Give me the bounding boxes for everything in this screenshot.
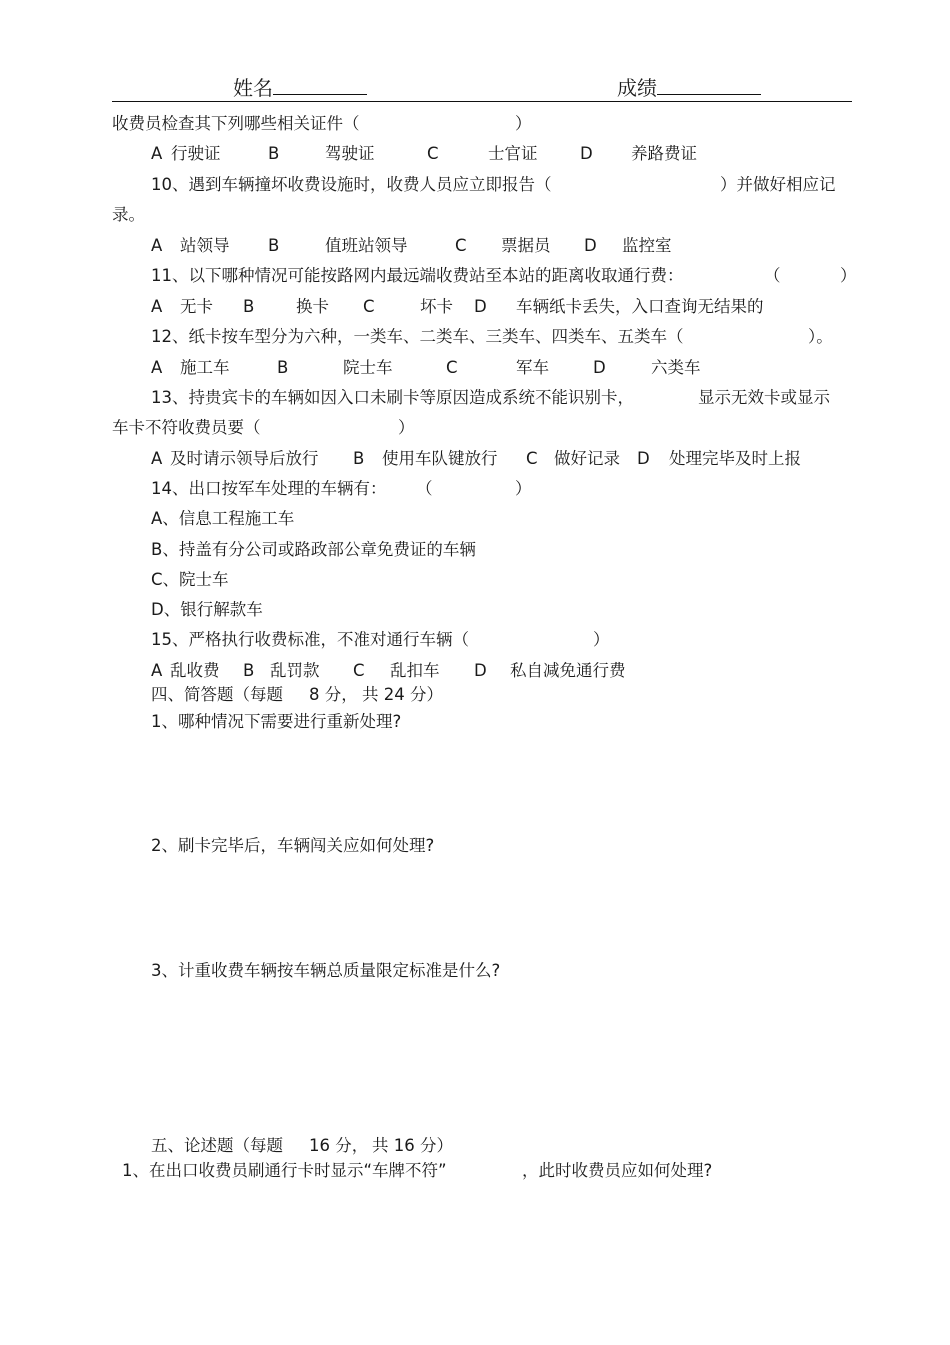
section4-q3: 3、计重收费车辆按车辆总质量限定标准是什么? [151, 961, 501, 980]
q13-opt-d-letter: D [637, 449, 650, 468]
q12-opt-d-letter: D [593, 358, 606, 377]
q9-opt-c-letter: C [427, 144, 439, 163]
section5-title: 五、论述题（每题 [151, 1136, 283, 1155]
q14-opt-b: B、持盖有分公司或路政部公章免费证的车辆 [151, 540, 476, 559]
q9-close: ） [515, 114, 532, 133]
q14-opt-d: D、银行解款车 [151, 600, 263, 619]
q10-close: ）并做好相应记 [720, 175, 836, 194]
name-label: 姓名 [233, 76, 273, 100]
q10-opt-a-letter: A [151, 236, 163, 255]
score-blank [657, 74, 761, 95]
q10-opt-c-letter: C [455, 236, 467, 255]
q12-opt-b: 院士车 [343, 358, 393, 377]
q12-opt-d: 六类车 [651, 358, 701, 377]
q11-opt-c-letter: C [363, 297, 375, 316]
q14-opt-c: C、院士车 [151, 570, 229, 589]
name-blank [273, 74, 367, 95]
score-label: 成绩 [617, 76, 657, 100]
section4-points: 8 分， [309, 685, 358, 704]
q11-close: ） [840, 266, 857, 285]
q13-opt-c: 做好记录 [554, 449, 620, 468]
q11-opt-a: 无卡 [180, 297, 213, 316]
q9-opt-b-letter: B [268, 144, 280, 163]
header-rule [112, 101, 852, 102]
q13-stem-tail: 显示无效卡或显示 [698, 388, 830, 407]
q10-opt-b: 值班站领导 [325, 236, 408, 255]
section5-total: 共 16 分） [372, 1136, 453, 1155]
q15-opt-c-letter: C [353, 661, 365, 680]
q11-open: （ [764, 266, 781, 285]
q13-opt-d: 处理完毕及时上报 [669, 449, 801, 468]
section5-q1-part1: 1、在出口收费员刷通行卡时显示“车牌不符” [122, 1161, 447, 1180]
q9-stem: 收费员检查其下列哪些相关证件（ [112, 114, 360, 133]
q11-opt-b-letter: B [243, 297, 255, 316]
q14-open: （ [416, 479, 433, 498]
q15-opt-a-letter: A [151, 661, 163, 680]
q15-opt-b-letter: B [243, 661, 255, 680]
q11-opt-d-letter: D [474, 297, 487, 316]
q15-opt-b: 乱罚款 [270, 661, 320, 680]
q11-opt-a-letter: A [151, 297, 163, 316]
q13-opt-a-letter: A [151, 449, 163, 468]
q15-close: ） [593, 630, 610, 649]
section5-points: 16 分， [309, 1136, 369, 1155]
q12-opt-c: 军车 [516, 358, 549, 377]
q15-opt-c: 乱扣车 [390, 661, 440, 680]
q15-opt-d: 私自减免通行费 [510, 661, 626, 680]
q10-opt-d-letter: D [584, 236, 597, 255]
q10-opt-d: 监控室 [622, 236, 672, 255]
q10-opt-c: 票据员 [501, 236, 551, 255]
q11-opt-d: 车辆纸卡丢失，入口查询无结果的 [516, 297, 764, 316]
section5-q1-part2: ，此时收费员应如何处理? [522, 1161, 713, 1180]
q12-opt-a-letter: A [151, 358, 163, 377]
q15-stem: 15、严格执行收费标准，不准对通行车辆（ [151, 630, 469, 649]
q13-opt-a: 及时请示领导后放行 [170, 449, 319, 468]
q11-opt-b: 换卡 [296, 297, 329, 316]
section4-total: 共 24 分） [362, 685, 443, 704]
section4-title: 四、简答题（每题 [151, 685, 283, 704]
section4-q2: 2、刷卡完毕后，车辆闯关应如何处理? [151, 836, 435, 855]
q11-stem: 11、以下哪种情况可能按路网内最远端收费站至本站的距离收取通行费： [151, 266, 684, 285]
q13-close: ） [398, 418, 415, 437]
q14-close: ） [515, 479, 532, 498]
q13-opt-c-letter: C [526, 449, 538, 468]
q9-opt-c: 士官证 [488, 144, 538, 163]
q12-opt-c-letter: C [446, 358, 458, 377]
score-field [617, 74, 761, 100]
q9-opt-d: 养路费证 [631, 144, 697, 163]
q9-opt-b: 驾驶证 [325, 144, 375, 163]
q14-opt-a: A、信息工程施工车 [151, 509, 295, 528]
q9-opt-d-letter: D [580, 144, 593, 163]
q15-opt-d-letter: D [474, 661, 487, 680]
q9-opt-a: 行驶证 [171, 144, 221, 163]
q10-stem: 10、遇到车辆撞坏收费设施时，收费人员应立即报告（ [151, 175, 552, 194]
q10-opt-a: 站领导 [180, 236, 230, 255]
q12-stem: 12、纸卡按车型分为六种，一类车、二类车、三类车、四类车、五类车（ [151, 327, 684, 346]
q9-opt-a-letter: A [151, 144, 163, 163]
q12-close: ）。 [808, 327, 833, 346]
q15-opt-a: 乱收费 [170, 661, 220, 680]
q14-stem: 14、出口按军车处理的车辆有： [151, 479, 387, 498]
q13-stem: 13、持贵宾卡的车辆如因入口未刷卡等原因造成系统不能识别卡， [151, 388, 634, 407]
name-field [233, 74, 367, 100]
q12-opt-b-letter: B [277, 358, 289, 377]
q13-cont: 车卡不符收费员要（ [112, 418, 261, 437]
q10-opt-b-letter: B [268, 236, 280, 255]
q13-opt-b-letter: B [353, 449, 365, 468]
q12-opt-a: 施工车 [180, 358, 230, 377]
q13-opt-b: 使用车队键放行 [382, 449, 498, 468]
q10-cont: 录。 [112, 205, 145, 224]
section4-q1: 1、哪种情况下需要进行重新处理? [151, 712, 402, 731]
q11-opt-c: 坏卡 [420, 297, 453, 316]
